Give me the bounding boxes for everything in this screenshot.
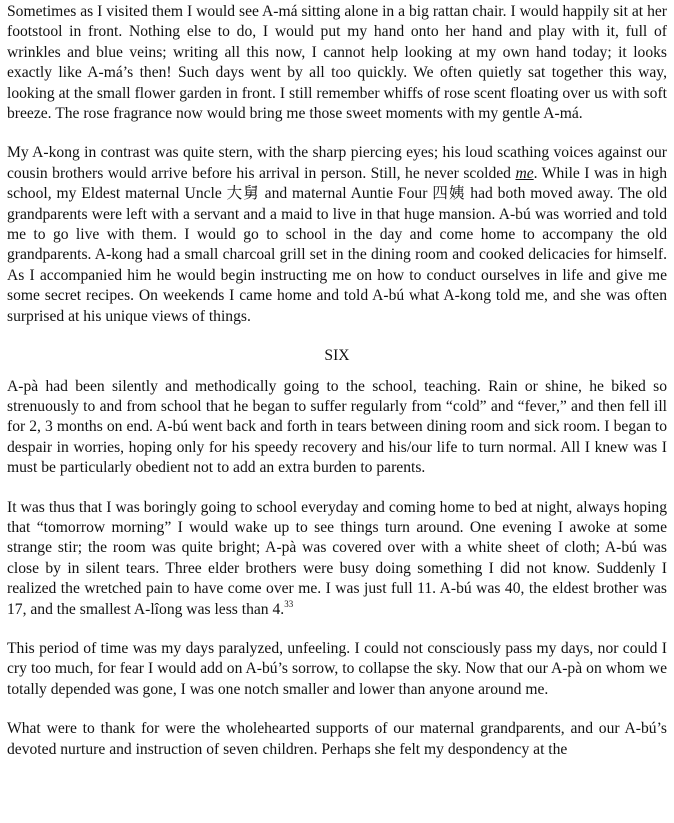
paragraph-grandfather bbox=[7, 143, 667, 327]
paragraph-grandmother: Sometimes as I visited them I would see A-má sitting alone in a big rattan chair. I would happily sit at her footstool in front. Nothing else to do, I would put my hand onto her hand and play with it, full of wrinkles and blue veins; writing all this now, I cannot help looking at my own hand today; it looks exactly like A-má’s then! Such days went by all too quickly. We often quietly sat together this way, looking at the small flower garden in front. I still remember whiffs of rose scent floating over us with soft breeze. The rose fragrance now would bring me those sweet moments with my gentle A-má. bbox=[7, 3, 667, 123]
emphasized-word: me bbox=[515, 164, 534, 182]
section-heading: SIX bbox=[324, 347, 350, 365]
paragraph-father-death-text: It was thus that I was boringly going to school everyday and coming home to bed at night, always hoping that “tomorrow morning” I would wake up to see things turn around. One evening I awoke at some strange stir; the room was quite bright; A-pà was covered over with a white sheet of cloth; A-bú was close by in silent tears. Three elder brothers were busy doing something I did not know. Suddenly I realized the wretched pain to have come over me. I was just full 11. A-bú was 40, the eldest brother was 17, and the smallest A-lîong was less than 4. bbox=[7, 498, 667, 618]
paragraph-grandfather-part-b: . While I was in high school, my Eldest maternal Uncle 大舅 and maternal Auntie Four 四姨 had both moved away. The old grandparents were left with a servant and a maid to live in that huge mansion. A-bú was worried and told me to go live with them. I would go to school in the day and come home to accompany the old grandparents. A-kong had a small charcoal grill set in the dining room and cooked delicacies for himself. As I accompanied him he would begin instructing me on how to conduct ourselves in life and give me some secret recipes. On weekends I came home and told A-bú what A-kong told me, and she was often surprised at his unique views of things. bbox=[7, 164, 667, 325]
paragraph-father-illness: A-pà had been silently and methodically going to the school, teaching. Rain or shine, he biked so strenuously to and from school that he began to suffer regularly from “cold” and “fever,” and then fell ill for 2, 3 months on end. A-bú went back and forth in tears between dining room and sick room. I began to despair in worries, hoping only for his speedy recovery and his/our life to turn normal. All I knew was I must be particularly obedient not to add an extra burden to parents. bbox=[7, 377, 667, 477]
paragraph-support: What were to thank for were the wholehearted supports of our maternal grandparents, and our A-bú’s devoted nurture and instruction of seven children. Perhaps she felt my despondency at the bbox=[7, 720, 667, 758]
paragraph-grandfather-part-a: My A-kong in contrast was quite stern, with the sharp piercing eyes; his loud scathing voices against our cousin brothers would arrive before his arrival in person. Still, he never scolded bbox=[7, 144, 667, 182]
paragraph-grief: This period of time was my days paralyzed, unfeeling. I could not consciously pass my days, nor could I cry too much, for fear I would add on A-bú’s sorrow, to collapse the sky. Now that our A-pà on whom we totally depended was gone, I was one notch smaller and lower than anyone around me. bbox=[7, 639, 667, 698]
paragraph-father-death bbox=[7, 498, 667, 620]
footnote-marker: 33 bbox=[284, 598, 294, 609]
